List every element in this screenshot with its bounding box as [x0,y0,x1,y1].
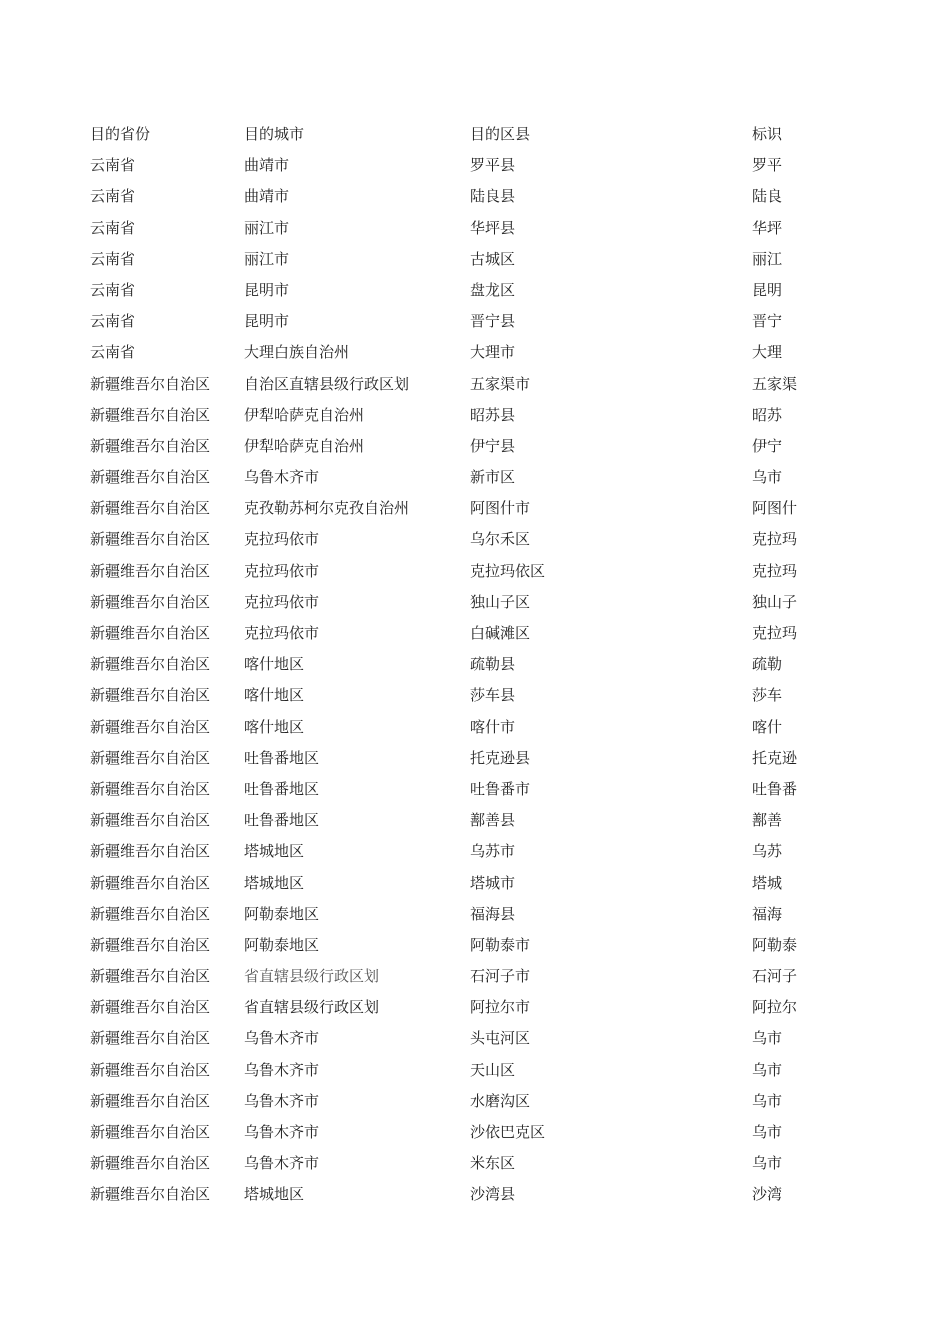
cell-district: 晋宁县 [470,312,516,331]
cell-district: 盘龙区 [470,280,516,299]
destination-table [90,119,910,1211]
cell-tag: 阿勒泰 [752,935,798,954]
cell-city: 乌鲁木齐市 [244,1091,320,1110]
table-row [90,213,910,244]
cell-tag: 乌市 [752,1123,783,1141]
cell-tag: 乌苏 [752,842,783,861]
cell-province: 新疆维吾尔自治区 [90,935,211,954]
cell-tag: 独山子 [752,592,798,611]
cell-province: 新疆维吾尔自治区 [90,374,211,393]
cell-city: 伊犁哈萨克自治州 [244,405,365,424]
table-row [90,587,910,618]
cell-tag: 昆明 [752,280,783,299]
cell-city: 克孜勒苏柯尔克孜自治州 [244,499,410,518]
cell-city: 乌鲁木齐市 [244,1123,320,1141]
cell-tag: 大理 [752,343,783,362]
cell-province: 新疆维吾尔自治区 [90,530,211,549]
cell-province: 新疆维吾尔自治区 [90,686,211,705]
table-row [90,369,910,400]
table-row [90,1117,910,1148]
cell-tag: 乌市 [752,1029,783,1048]
cell-city: 塔城地区 [244,842,305,861]
cell-city: 克拉玛依市 [244,561,320,580]
cell-tag: 乌市 [752,1091,783,1110]
cell-province: 新疆维吾尔自治区 [90,499,211,518]
table-row [90,774,910,805]
cell-province: 新疆维吾尔自治区 [90,967,211,986]
header-district: 目的区县 [470,125,531,143]
cell-province: 新疆维吾尔自治区 [90,655,211,674]
cell-province: 新疆维吾尔自治区 [90,748,211,767]
cell-province: 新疆维吾尔自治区 [90,436,211,455]
cell-city: 乌鲁木齐市 [244,468,320,487]
cell-tag: 乌市 [752,1154,783,1173]
cell-province: 云南省 [90,312,136,331]
cell-tag: 托克逊 [752,748,798,767]
cell-province: 新疆维吾尔自治区 [90,1029,211,1048]
table-row [90,337,910,368]
table-row [90,649,910,680]
cell-city: 省直辖县级行政区划 [244,967,380,986]
cell-district: 乌苏市 [470,842,516,861]
table-body [90,150,910,1210]
table-row [90,275,910,306]
cell-district: 石河子市 [470,967,531,986]
cell-tag: 昭苏 [752,405,783,424]
table-row [90,899,910,930]
cell-tag: 陆良 [752,187,783,206]
cell-city: 乌鲁木齐市 [244,1060,320,1079]
cell-tag: 克拉玛 [752,561,798,580]
cell-district: 独山子区 [470,592,531,611]
cell-district: 白碱滩区 [470,624,531,642]
cell-city: 喀什地区 [244,686,305,705]
table-row [90,556,910,587]
cell-district: 阿图什市 [470,499,531,518]
cell-district: 古城区 [470,249,516,268]
cell-tag: 喀什 [752,717,783,736]
cell-tag: 石河子 [752,967,798,986]
cell-district: 沙依巴克区 [470,1123,546,1141]
cell-district: 乌尔禾区 [470,530,531,549]
cell-city: 阿勒泰地区 [244,935,320,954]
cell-province: 云南省 [90,218,136,237]
table-row [90,150,910,181]
table-row [90,181,910,212]
header-city: 目的城市 [244,125,305,143]
cell-tag: 阿图什 [752,499,798,518]
cell-city: 自治区直辖县级行政区划 [244,374,410,393]
table-row [90,1179,910,1210]
cell-district: 大理市 [470,343,516,362]
cell-province: 新疆维吾尔自治区 [90,873,211,892]
cell-tag: 疏勒 [752,655,783,674]
table-header-row [90,119,910,150]
cell-province: 新疆维吾尔自治区 [90,1060,211,1079]
cell-province: 新疆维吾尔自治区 [90,1185,211,1204]
table-row [90,618,910,649]
cell-city: 吐鲁番地区 [244,748,320,767]
cell-tag: 沙湾 [752,1185,783,1204]
cell-tag: 五家渠 [752,374,798,393]
table-row [90,712,910,743]
cell-tag: 华坪 [752,218,783,237]
cell-district: 鄯善县 [470,811,516,830]
cell-tag: 克拉玛 [752,530,798,549]
cell-city: 克拉玛依市 [244,592,320,611]
cell-district: 罗平县 [470,156,516,175]
table-row [90,743,910,774]
cell-district: 沙湾县 [470,1185,516,1204]
table-row [90,306,910,337]
cell-tag: 晋宁 [752,312,783,331]
table-row [90,431,910,462]
cell-district: 头屯河区 [470,1029,531,1048]
cell-province: 新疆维吾尔自治区 [90,468,211,487]
cell-province: 云南省 [90,249,136,268]
table-row [90,1086,910,1117]
cell-city: 伊犁哈萨克自治州 [244,436,365,455]
cell-tag: 伊宁 [752,436,783,455]
cell-province: 新疆维吾尔自治区 [90,811,211,830]
cell-city: 塔城地区 [244,1185,305,1204]
cell-district: 陆良县 [470,187,516,206]
cell-tag: 乌市 [752,1060,783,1079]
cell-tag: 乌市 [752,468,783,487]
cell-city: 吐鲁番地区 [244,811,320,830]
cell-tag: 罗平 [752,156,783,175]
table-row [90,930,910,961]
table-row [90,805,910,836]
cell-province: 新疆维吾尔自治区 [90,904,211,923]
cell-tag: 塔城 [752,873,783,892]
cell-province: 新疆维吾尔自治区 [90,1123,211,1141]
cell-province: 新疆维吾尔自治区 [90,624,211,642]
cell-district: 新市区 [470,468,516,487]
table-row [90,400,910,431]
table-row [90,493,910,524]
cell-province: 新疆维吾尔自治区 [90,405,211,424]
cell-district: 伊宁县 [470,436,516,455]
cell-province: 新疆维吾尔自治区 [90,1154,211,1173]
cell-city: 曲靖市 [244,187,290,206]
table-row [90,992,910,1023]
cell-tag: 鄯善 [752,811,783,830]
cell-district: 阿拉尔市 [470,998,531,1017]
cell-province: 新疆维吾尔自治区 [90,842,211,861]
cell-district: 托克逊县 [470,748,531,767]
table-row [90,524,910,555]
cell-city: 吐鲁番地区 [244,779,320,798]
cell-city: 阿勒泰地区 [244,904,320,923]
cell-province: 云南省 [90,156,136,175]
cell-district: 喀什市 [470,717,516,736]
cell-province: 新疆维吾尔自治区 [90,561,211,580]
table-row [90,868,910,899]
cell-city: 丽江市 [244,218,290,237]
cell-city: 乌鲁木齐市 [244,1029,320,1048]
cell-district: 塔城市 [470,873,516,892]
table-row [90,462,910,493]
table-row [90,244,910,275]
cell-city: 大理白族自治州 [244,343,350,362]
cell-district: 阿勒泰市 [470,935,531,954]
cell-city: 克拉玛依市 [244,530,320,549]
cell-province: 新疆维吾尔自治区 [90,998,211,1017]
cell-province: 云南省 [90,343,136,362]
table-row [90,836,910,867]
table-row [90,961,910,992]
cell-province: 新疆维吾尔自治区 [90,592,211,611]
cell-district: 水磨沟区 [470,1091,531,1110]
cell-province: 云南省 [90,280,136,299]
cell-province: 新疆维吾尔自治区 [90,717,211,736]
cell-district: 克拉玛依区 [470,561,546,580]
table-row [90,1148,910,1179]
cell-district: 疏勒县 [470,655,516,674]
cell-city: 省直辖县级行政区划 [244,998,380,1017]
cell-district: 福海县 [470,904,516,923]
cell-tag: 阿拉尔 [752,998,798,1017]
table-row [90,1023,910,1054]
header-tag: 标识 [752,125,783,143]
cell-city: 乌鲁木齐市 [244,1154,320,1173]
cell-city: 昆明市 [244,280,290,299]
cell-district: 天山区 [470,1060,516,1079]
table-row [90,680,910,711]
cell-district: 吐鲁番市 [470,779,531,798]
cell-tag: 吐鲁番 [752,779,798,798]
cell-province: 新疆维吾尔自治区 [90,779,211,798]
cell-city: 克拉玛依市 [244,624,320,642]
cell-city: 丽江市 [244,249,290,268]
table-row [90,1055,910,1086]
cell-province: 新疆维吾尔自治区 [90,1091,211,1110]
cell-city: 塔城地区 [244,873,305,892]
cell-district: 米东区 [470,1154,516,1173]
cell-city: 昆明市 [244,312,290,331]
cell-city: 喀什地区 [244,717,305,736]
cell-tag: 莎车 [752,686,783,705]
cell-tag: 福海 [752,904,783,923]
cell-city: 喀什地区 [244,655,305,674]
cell-district: 莎车县 [470,686,516,705]
cell-district: 华坪县 [470,218,516,237]
cell-tag: 丽江 [752,249,783,268]
cell-city: 曲靖市 [244,156,290,175]
cell-tag: 克拉玛 [752,624,798,642]
header-province: 目的省份 [90,125,151,143]
cell-province: 云南省 [90,187,136,206]
cell-district: 昭苏县 [470,405,516,424]
cell-district: 五家渠市 [470,374,531,393]
